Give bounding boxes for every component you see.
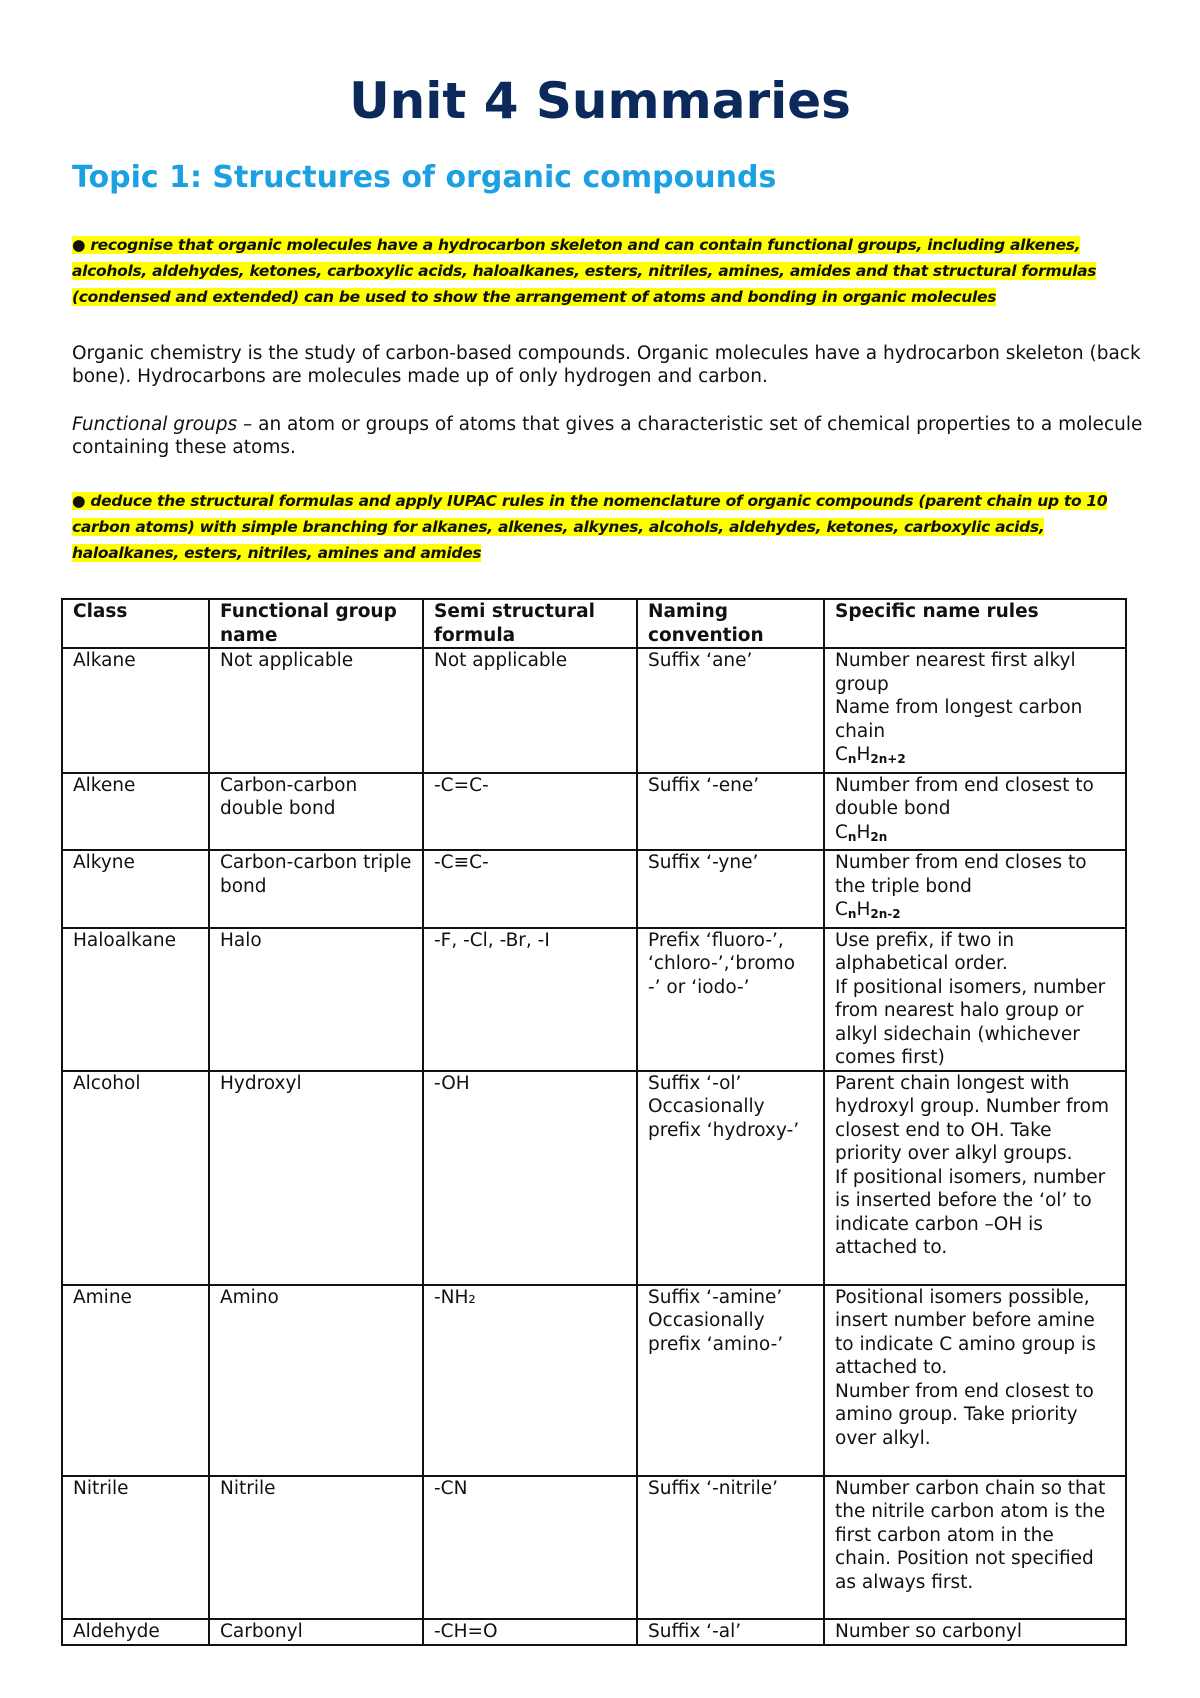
cell-formula: -NH₂: [423, 1285, 637, 1476]
general-formula: [835, 821, 1115, 850]
table-row: [62, 1285, 1126, 1476]
header-specific-rules: Specific name rules: [824, 599, 1126, 648]
formula-n-subscript: n: [847, 752, 857, 766]
table-row: [62, 1071, 1126, 1285]
formula-h: H: [856, 899, 871, 920]
cell-class: Nitrile: [62, 1476, 209, 1619]
cell-group: Nitrile: [209, 1476, 423, 1619]
page-title: Unit 4 Summaries: [349, 72, 851, 130]
rule-line: Number carbon chain so that the nitrile carbon atom is the first carbon atom in the chain. Position not specified as always first.: [835, 1477, 1106, 1593]
cell-naming: Suffix ‘-amine’ Occasionally prefix ‘amino-’: [637, 1285, 824, 1476]
rule-line: Number from end closest to amino group. Take priority over alkyl.: [835, 1380, 1094, 1449]
formula-n-subscript: n: [847, 907, 857, 921]
cell-formula: -F, -Cl, -Br, -I: [423, 928, 637, 1071]
header-class: Class: [62, 599, 209, 648]
cell-rules: [824, 1285, 1126, 1476]
rule-line: Number from end closes to the triple bond: [835, 852, 1087, 897]
header-functional-group: Functional group name: [209, 599, 423, 648]
intro-paragraph: Organic chemistry is the study of carbon-based compounds. Organic molecules have a hydrocarbon skeleton (back bone). Hydrocarbons are molecules made up of only hydrogen and carbon.: [72, 343, 1141, 387]
cell-rules: [824, 648, 1126, 773]
cell-group: Not applicable: [209, 648, 423, 773]
table-row: [62, 773, 1126, 851]
objective-text-2: ● deduce the structural formulas and apply IUPAC rules in the nomenclature of organic compounds (parent chain up to 10 carbon atoms) with simple branching for alkanes, alkenes, alkynes, alcohols, aldehydes, ketones, carboxylic acids, haloalkanes, esters, nitriles, amines and amides: [72, 492, 1108, 562]
table-row: [62, 1619, 1126, 1645]
functional-groups-definition: – an atom or groups of atoms that gives a characteristic set of chemical properties to a molecule containing these atoms.: [72, 414, 1143, 458]
table-row: [62, 648, 1126, 773]
cell-rules: [824, 1071, 1126, 1285]
header-naming-convention: Naming convention: [637, 599, 824, 648]
cell-rules: [824, 1476, 1126, 1619]
functional-groups-table: [61, 598, 1127, 1646]
cell-naming: Suffix ‘-al’: [637, 1619, 824, 1645]
general-formula: [835, 743, 1115, 772]
cell-class: Alcohol: [62, 1071, 209, 1285]
cell-class: Alkene: [62, 773, 209, 851]
formula-h-subscript: 2n+2: [870, 752, 906, 766]
cell-group: Amino: [209, 1285, 423, 1476]
cell-class: Alkane: [62, 648, 209, 773]
objective-text-1: ● recognise that organic molecules have a hydrocarbon skeleton and can contain functional groups, including alkenes, alcohols, aldehydes, ketones, carboxylic acids, haloalkanes, esters, nitriles, amines, amides and that structural formulas (condensed and extended) can be used to show the arrangement of atoms and bonding in organic molecules: [72, 236, 1097, 306]
formula-n-subscript: n: [847, 829, 857, 844]
formula-h: H: [856, 744, 871, 765]
rule-line: If positional isomers, number is inserted before the ‘ol’ to indicate carbon –OH is attached to.: [835, 1166, 1106, 1258]
rule-line: If positional isomers, number from nearest halo group or alkyl sidechain (whichever comes first): [835, 976, 1106, 1068]
cell-class: Amine: [62, 1285, 209, 1476]
cell-group: Carbon-carbon triple bond: [209, 850, 423, 928]
cell-naming: Suffix ‘-ol’ Occasionally prefix ‘hydroxy-’: [637, 1071, 824, 1285]
cell-formula: -CH=O: [423, 1619, 637, 1645]
formula-c: C: [835, 744, 848, 765]
cell-rules: [824, 1619, 1126, 1645]
rule-line: Number nearest first alkyl group: [835, 650, 1076, 695]
cell-rules: [824, 773, 1126, 851]
cell-naming: Prefix ‘fluoro-’, ‘chloro-’,‘bromo -’ or ‘iodo-’: [637, 928, 824, 1071]
cell-naming: Suffix ‘ane’: [637, 648, 824, 773]
table-row: [62, 928, 1126, 1071]
cell-naming: Suffix ‘-nitrile’: [637, 1476, 824, 1619]
cell-naming: Suffix ‘-yne’: [637, 850, 824, 928]
cell-formula: -C≡C-: [423, 850, 637, 928]
formula-c: C: [835, 899, 848, 920]
functional-groups-paragraph: [72, 413, 1152, 459]
rule-line: Parent chain longest with hydroxyl group. Number from closest end to OH. Take priority over alkyl groups.: [835, 1072, 1110, 1164]
cell-group: Carbon-carbon double bond: [209, 773, 423, 851]
table-row: [62, 850, 1126, 928]
cell-formula: -C=C-: [423, 773, 637, 851]
formula-c: C: [835, 821, 848, 843]
functional-groups-term: Functional groups: [72, 414, 238, 435]
general-formula: [835, 898, 1115, 927]
cell-class: Aldehyde: [62, 1619, 209, 1645]
cell-naming: Suffix ‘-ene’: [637, 773, 824, 851]
rule-line: Number so carbonyl: [835, 1620, 1023, 1642]
cell-group: Carbonyl: [209, 1619, 423, 1645]
rule-line: Number from end closest to double bond: [835, 774, 1094, 819]
cell-group: Halo: [209, 928, 423, 1071]
rule-line: Positional isomers possible, insert number before amine to indicate C amino group is attached to.: [835, 1286, 1096, 1378]
table-row: [62, 1476, 1126, 1619]
cell-class: Alkyne: [62, 850, 209, 928]
table-header-row: [62, 599, 1126, 648]
cell-formula: Not applicable: [423, 648, 637, 773]
formula-h-subscript: 2n: [870, 829, 888, 844]
header-semi-structural-formula: Semi structural formula: [423, 599, 637, 648]
objective-highlight-1: [72, 232, 1142, 310]
cell-rules: [824, 928, 1126, 1071]
formula-h: H: [856, 821, 871, 843]
cell-class: Haloalkane: [62, 928, 209, 1071]
objective-highlight-2: [72, 488, 1142, 566]
topic-heading: Topic 1: Structures of organic compounds: [72, 160, 777, 195]
cell-formula: -OH: [423, 1071, 637, 1285]
cell-rules: [824, 850, 1126, 928]
rule-line: Name from longest carbon chain: [835, 697, 1083, 742]
cell-formula: -CN: [423, 1476, 637, 1619]
cell-group: Hydroxyl: [209, 1071, 423, 1285]
formula-h-subscript: 2n-2: [870, 907, 901, 921]
rule-line: Use prefix, if two in alphabetical order.: [835, 929, 1015, 974]
